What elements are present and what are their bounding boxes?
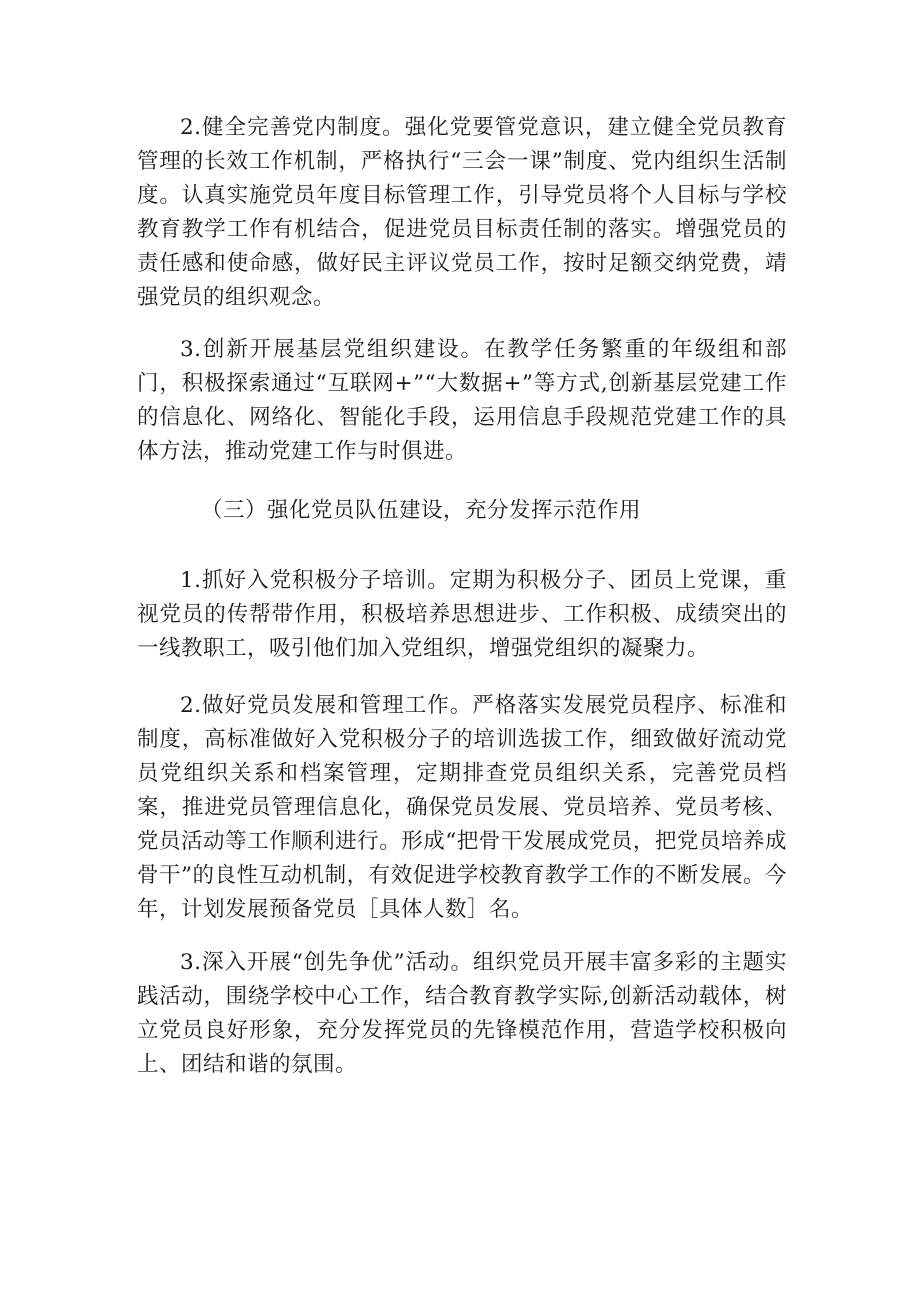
paragraph-improve-party-system: 2.健全完善党内制度。强化党要管党意识，建立健全党员教育管理的长效工作机制，严格执行“三会一课”制度、党内组织生活制度。认真实施党员年度目标管理工作，引导党员将个人目标与学校教育教学工作有机结合，促进党员目标责任制的落实。增强党员的责任感和使命感，做好民主评议党员工作，按时足额交纳党费，靖强党员的组织观念。 bbox=[137, 115, 787, 310]
paragraph-member-development: 2.做好党员发展和管理工作。严格落实发展党员程序、标准和制度，高标准做好入党积极分子的培训选拔工作，细致做好流动党员党组织关系和档案管理，定期排查党员组织关系，完善党员档案，推进党员管理信息化，确保党员发展、党员培养、党员考核、党员活动等工作顺利进行。形成“把骨干发展成党员，把党员培养成骨干”的良性互动机制，有效促进学校教育教学工作的不断发展。今年，计划发展预备党员［具体人数］名。 bbox=[137, 693, 787, 922]
paragraph-grassroots-organization: 3.创新开展基层党组织建设。在教学任务繁重的年级组和部门，积极探索通过“互联网+”“大数据+”等方式,创新基层党建工作的信息化、网络化、智能化手段，运用信息手段规范党建工作的具体方法，推动党建工作与时俱进。 bbox=[137, 337, 787, 464]
paragraph-excellence-activities: 3.深入开展“创先争优”活动。组织党员开展丰富多彩的主题实践活动，围绕学校中心工作，结合教育教学实际,创新活动载体，树立党员良好形象，充分发挥党员的先锋模范作用，营造学校积极向上、团结和谐的氛围。 bbox=[137, 950, 787, 1077]
paragraph-activist-training: 1.抓好入党积极分子培训。定期为积极分子、团员上党课，重视党员的传帮带作用，积极培养思想进步、工作积极、成绩突出的一线教职工，吸引他们加入党组织，增强党组织的凝聚力。 bbox=[137, 568, 787, 661]
section-heading: （三）强化党员队伍建设，充分发挥示范作用 bbox=[201, 498, 642, 523]
